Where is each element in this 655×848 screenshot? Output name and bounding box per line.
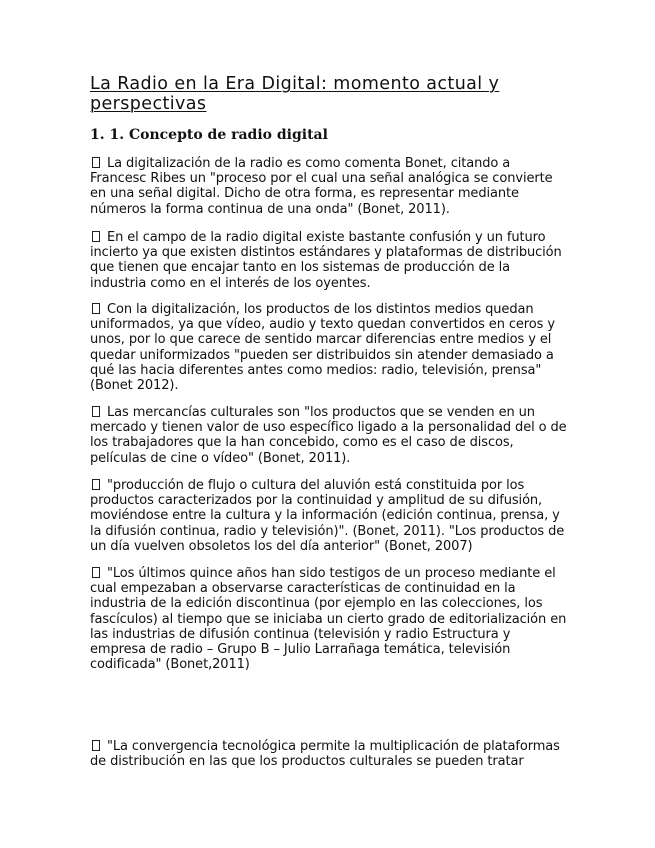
bullet-icon: [92, 567, 100, 578]
paragraph-uniformados: [90, 302, 570, 393]
bullet-icon: [92, 406, 100, 417]
paragraph-text: "producción de flujo o cultura del aluvión está constituida por los productos caracterizados por la continuidad y amplitud de su difusión, moviéndose entre la cultura y la información (edición continua, prensa, y la difusión continua, radio y televisión)". (Bonet, 2011). "Los productos de un día vuelven obsoletos los del día anterior" (Bonet, 2007): [90, 478, 565, 554]
paragraph-radio-digital: [90, 230, 570, 291]
bullet-icon: [92, 157, 100, 168]
paragraph-digitalizacion: [90, 156, 570, 217]
paragraph-text: La digitalización de la radio es como comenta Bonet, citando a Francesc Ribes un "proceso por el cual una señal analógica se convierte en una señal digital. Dicho de otra forma, es representar mediante números la forma continua de una onda" (Bonet, 2011).: [90, 156, 553, 217]
paragraph-quince-anos: [90, 566, 570, 672]
paragraph-text: "La convergencia tecnológica permite la multiplicación de plataformas de distribución en las que los productos culturales se pueden tratar: [90, 739, 560, 770]
paragraph-convergencia: [90, 739, 570, 769]
document-title: La Radio en la Era Digital: momento actual y perspectivas: [90, 74, 500, 114]
paragraph-mercancias: [90, 405, 570, 466]
paragraph-text: En el campo de la radio digital existe bastante confusión y un futuro incierto ya que existen distintos estándares y plataformas de distribución que tienen que encajar tanto en los sistemas de producción de la industria como en el interés de los oyentes.: [90, 230, 562, 291]
bullet-icon: [92, 740, 100, 751]
paragraph-text: Con la digitalización, los productos de los distintos medios quedan uniformados, ya que vídeo, audio y texto quedan convertidos en ceros y unos, por lo que carece de sentido marcar diferencias entre medios y el quedar uniformizados "pueden ser distribuidos sin atender demasiado a qué las hacia diferentes antes como medios: radio, televisión, prensa" (Bonet 2012).: [90, 302, 555, 394]
paragraph-produccion-flujo: [90, 478, 570, 554]
bullet-icon: [92, 231, 100, 242]
section-heading: 1. 1. Concepto de radio digital: [90, 127, 328, 143]
bullet-icon: [92, 303, 100, 314]
bullet-icon: [92, 479, 100, 490]
paragraph-text: "Los últimos quince años han sido testigos de un proceso mediante el cual empezaban a observarse características de continuidad en la industria de la edición discontinua (por ejemplo en las colecciones, los fascículos) al tiempo que se iniciaba un cierto grado de editorialización en las industrias de difusión continua (televisión y radio Estructura y empresa de radio – Grupo B – Julio Larrañaga temática, televisión codificada" (Bonet,2011): [90, 566, 567, 673]
paragraph-text: Las mercancías culturales son "los productos que se venden en un mercado y tienen valor de uso específico ligado a la personalidad del o de los trabajadores que la han concebido, como es el caso de discos, películas de cine o vídeo" (Bonet, 2011).: [90, 405, 567, 466]
